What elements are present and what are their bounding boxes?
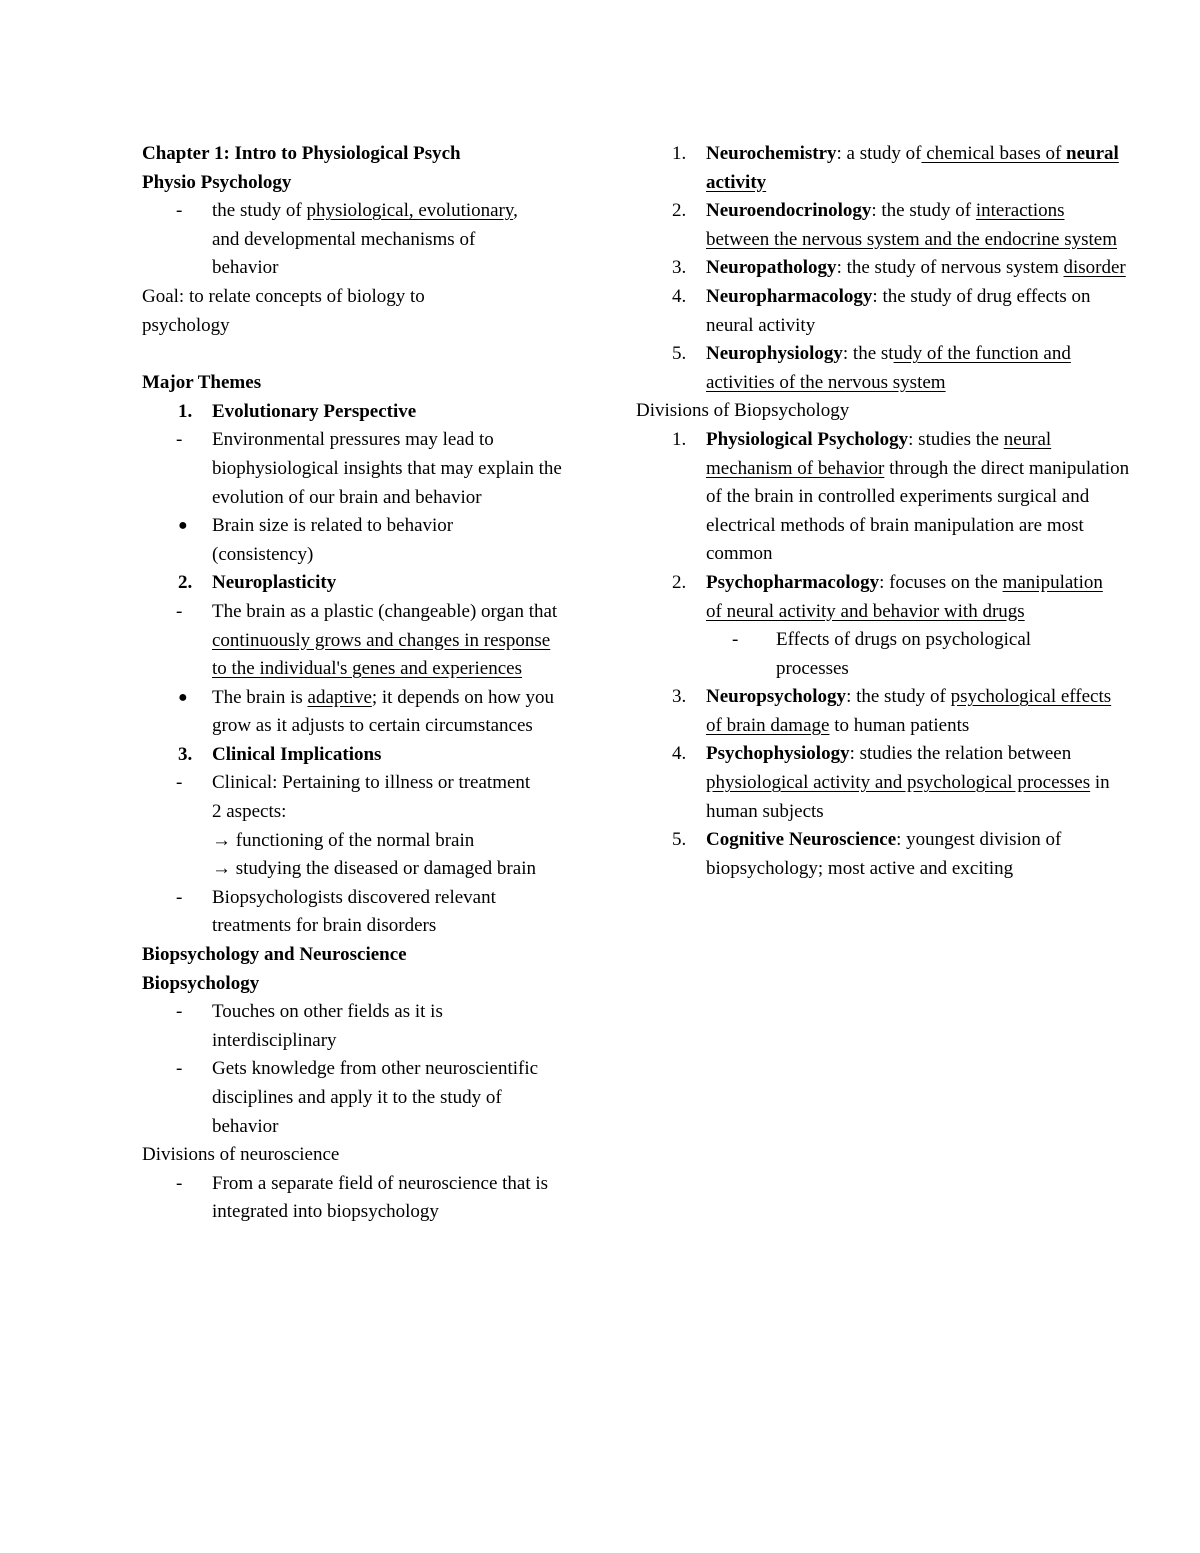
neuro-field-3: 3. Neuropathology: the study of nervous system disorder xyxy=(672,257,1126,279)
bio-division-4: 4. Psychophysiology: studies the relation between physiological activity and psychological processes in human subjects xyxy=(672,743,1110,822)
chapter-title: Chapter 1: Intro to Physiological Psych xyxy=(142,143,461,164)
bio-division-5: 5. Cognitive Neuroscience: youngest division of biopsychology; most active and exciting xyxy=(672,829,1062,879)
physio-heading: Physio Psychology xyxy=(142,171,292,193)
theme-1: 1. Evolutionary Perspective xyxy=(178,400,417,422)
goal-text: Goal: to relate concepts of biology to psychology xyxy=(142,285,425,336)
neuro-field-5: 5. Neurophysiology: the study of the function and activities of the nervous system xyxy=(672,343,1071,393)
theme-2-dash: - The brain as a plastic (changeable) organ that continuously grows and changes in response to the individual's genes and experiences xyxy=(176,600,558,680)
theme-2: 2. Neuroplasticity xyxy=(178,572,337,594)
theme-1-bullet: ● Brain size is related to behavior (consistency) xyxy=(178,515,454,565)
theme-1-dash: - Environmental pressures may lead to biophysiological insights that may explain the evolution of our brain and behavior xyxy=(176,429,562,508)
biopsychology-heading: Biopsychology xyxy=(142,972,260,994)
right-column xyxy=(636,140,1130,883)
physio-definition: - the study of physiological, evolutionary, and developmental mechanisms of behavior xyxy=(176,200,518,279)
bio-neuro-heading: Biopsychology and Neuroscience xyxy=(142,944,407,966)
major-themes-heading: Major Themes xyxy=(142,372,262,394)
neuro-field-2: 2. Neuroendocrinology: the study of interactions between the nervous system and the endocrine system xyxy=(672,200,1118,250)
bio-division-3: 3. Neuropsychology: the study of psychological effects of brain damage to human patients xyxy=(672,686,1112,736)
bio-division-2-sub: - Effects of drugs on psychological processes xyxy=(732,629,1032,679)
left-column xyxy=(142,140,582,1227)
bio-division-1: 1. Physiological Psychology: studies the neural mechanism of behavior through the direct manipulation of the brain in controlled experiments surgical and electrical methods of brain manipulation are most common xyxy=(672,428,1130,565)
theme-3-dash-1: - Clinical: Pertaining to illness or treatment xyxy=(176,772,531,794)
divisions-bio-heading: Divisions of Biopsychology xyxy=(636,400,850,422)
divisions-neuro-heading: Divisions of neuroscience xyxy=(142,1144,340,1166)
theme-3-dash-2: - Biopsychologists discovered relevant treatments for brain disorders xyxy=(176,886,496,937)
theme-3-aspects: 2 aspects: xyxy=(212,801,287,823)
bio-item-1: - Touches on other fields as it is interdisciplinary xyxy=(176,1001,443,1051)
theme-3-arrow-1: → functioning of the normal brain xyxy=(212,829,475,851)
theme-3: 3. Clinical Implications xyxy=(178,743,382,765)
theme-2-bullet: ● The brain is adaptive; it depends on how you grow as it adjusts to certain circumstances xyxy=(178,686,554,737)
neuro-field-4: 4. Neuropharmacology: the study of drug effects on neural activity xyxy=(672,285,1091,336)
theme-3-arrow-2: → studying the diseased or damaged brain xyxy=(212,858,536,880)
divisions-neuro-item: - From a separate field of neuroscience that is integrated into biopsychology xyxy=(176,1172,549,1223)
bio-item-2: - Gets knowledge from other neuroscientific disciplines and apply it to the study of behavior xyxy=(176,1058,539,1137)
bio-division-2: 2. Psychopharmacology: focuses on the manipulation of neural activity and behavior with drugs xyxy=(672,571,1103,622)
neuro-field-1: 1. Neurochemistry: a study of chemical bases of neural activity xyxy=(672,143,1119,193)
